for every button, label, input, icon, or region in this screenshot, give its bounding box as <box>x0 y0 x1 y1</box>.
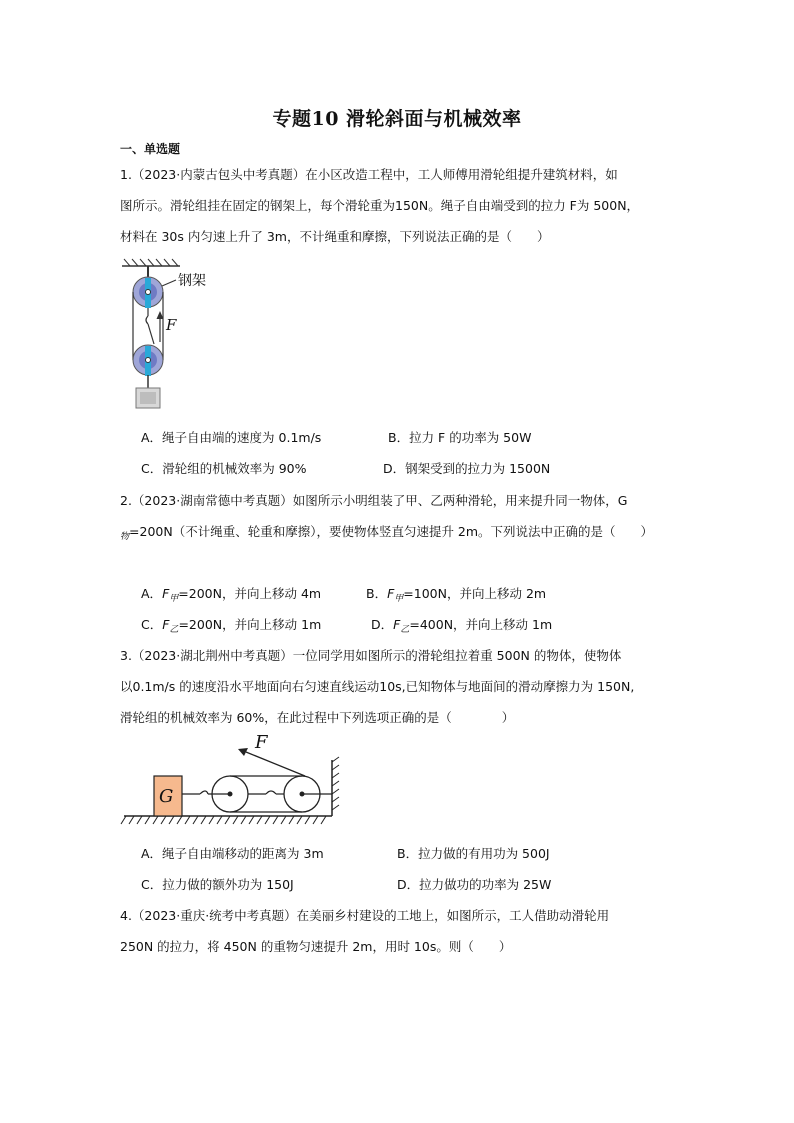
q1-option-d: D．钢架受到的拉力为 1500N <box>383 461 551 476</box>
q3-block-label: G <box>159 786 174 807</box>
q2-option-c-sub: 乙 <box>169 625 179 635</box>
q2-g-subscript: 物 <box>120 532 130 542</box>
q3-option-b: B．拉力做的有用功为 500J <box>397 846 550 861</box>
q1-line-3: 材料在 30s 内匀速上升了 3m，不计绳重和摩擦，下列说法正确的是（ ） <box>120 229 550 244</box>
q2-option-c-f: F <box>162 617 170 632</box>
q2-option-a-prefix: A． <box>141 586 163 601</box>
q2-option-b-text: =100N，并向上移动 2m <box>403 586 547 601</box>
q1-line-2: 图所示。滑轮组挂在固定的钢架上，每个滑轮重为150N。绳子自由端受到的拉力 F为 500N， <box>120 198 640 213</box>
q3-option-d: D．拉力做功的功率为 25W <box>397 877 552 892</box>
q3-line-2: 以0.1m/s 的速度沿水平地面向右匀速直线运动10s,已知物体与地面间的滑动摩擦力为 150N, <box>120 679 635 694</box>
q1-frame-label: 钢架 <box>178 273 206 289</box>
q2-line-2-text: =200N（不计绳重、轮重和摩擦），要使物体竖直匀速提升 2m。下列说法中正确的是（ ） <box>129 524 654 539</box>
q2-option-b-sub: 甲 <box>394 594 404 604</box>
q3-force-label: F <box>255 732 268 753</box>
q2-line-1: 2.（2023·湖南常德中考真题）如图所示小明组装了甲、乙两种滑轮，用来提升同一物体，G <box>120 493 628 508</box>
q2-option-b-prefix: B． <box>366 586 388 601</box>
q2-option-d-sub: 乙 <box>400 625 410 635</box>
q2-line-2 <box>120 522 653 542</box>
q2-option-a-sub: 甲 <box>169 594 179 604</box>
q3-pulley-figure <box>120 730 345 830</box>
q1-pulley-figure <box>118 256 228 416</box>
q2-option-a-text: =200N，并向上移动 4m <box>178 586 322 601</box>
q2-option-d-text: =400N，并向上移动 1m <box>409 617 553 632</box>
q3-option-c: C．拉力做的额外功为 150J <box>141 877 294 892</box>
q2-option-c <box>141 615 321 635</box>
q1-option-c: C．滑轮组的机械效率为 90% <box>141 461 307 476</box>
q2-option-c-prefix: C． <box>141 617 163 632</box>
q4-line-2: 250N 的拉力，将 450N 的重物匀速提升 2m，用时 10s。则（ ） <box>120 939 512 954</box>
q1-force-label: F <box>166 316 177 334</box>
section-heading: 一、单选题 <box>120 142 181 156</box>
q2-option-d-f: F <box>393 617 401 632</box>
q2-option-d <box>371 615 552 635</box>
q2-option-b <box>366 584 546 604</box>
q1-option-b: B．拉力 F 的功率为 50W <box>388 430 532 445</box>
q2-option-d-prefix: D． <box>371 617 394 632</box>
q3-line-3: 滑轮组的机械效率为 60%，在此过程中下列选项正确的是（ ） <box>120 710 515 725</box>
q3-line-1: 3.（2023·湖北荆州中考真题）一位同学用如图所示的滑轮组拉着重 500N 的物体，使物体 <box>120 648 622 663</box>
q2-option-c-text: =200N，并向上移动 1m <box>178 617 322 632</box>
q2-option-b-f: F <box>387 586 395 601</box>
q4-line-1: 4.（2023·重庆·统考中考真题）在美丽乡村建设的工地上，如图所示，工人借助动滑轮用 <box>120 908 610 923</box>
q1-option-a: A．绳子自由端的速度为 0.1m/s <box>141 430 322 445</box>
q2-option-a-f: F <box>162 586 170 601</box>
q3-option-a: A．绳子自由端移动的距离为 3m <box>141 846 324 861</box>
q1-line-1: 1.（2023·内蒙古包头中考真题）在小区改造工程中，工人师傅用滑轮组提升建筑材料，如 <box>120 167 618 182</box>
q2-option-a <box>141 584 321 604</box>
page-title: 专题10 滑轮斜面与机械效率 <box>272 108 522 130</box>
